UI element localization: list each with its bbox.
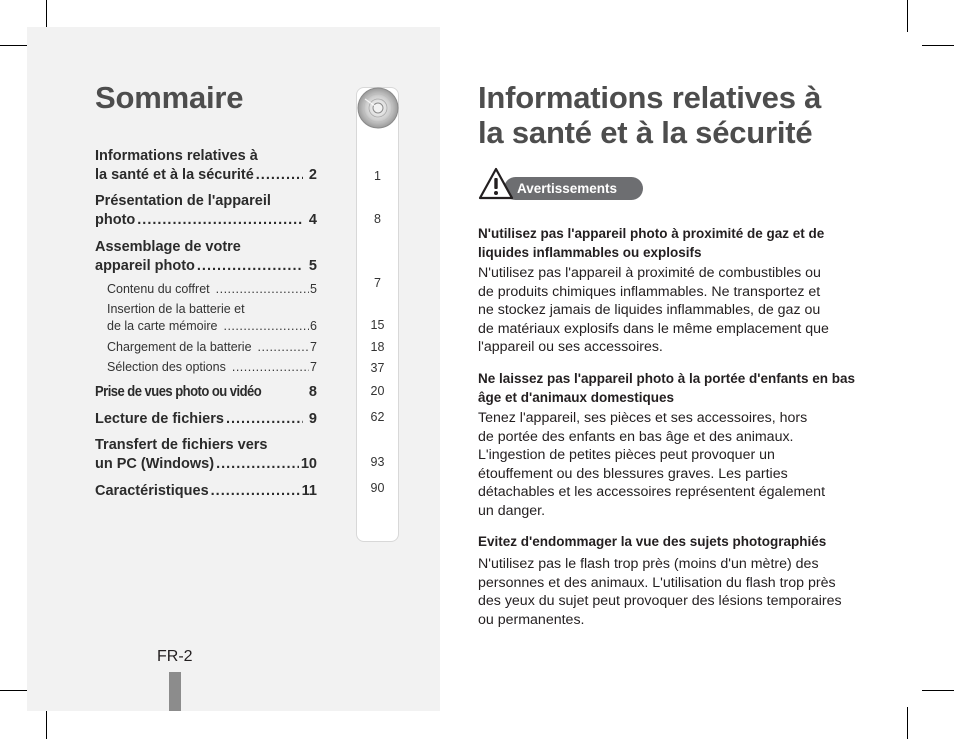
toc-page-number: 7 xyxy=(310,340,317,354)
toc-entry-title: la santé et à la sécurité xyxy=(95,167,254,183)
reference-column xyxy=(356,87,399,542)
toc-subentry[interactable] xyxy=(107,301,317,335)
toc-page-number: 8 xyxy=(308,384,317,400)
toc-entry[interactable] xyxy=(95,482,317,501)
cd-disc-icon xyxy=(357,87,399,129)
section-body: N'utilisez pas le flash trop près (moins d'un mètre) des personnes et des animaux. L'utilisation du flash trop près des yeux du sujet peut provoquer des lésions temporaires ou permanentes. xyxy=(478,556,842,628)
page-title: Sommaire xyxy=(95,80,244,115)
section-body: N'utilisez pas l'appareil à proximité de combustibles ou de produits chimiques inflammables. Ne transportez et ne stockez jamais de liquides inflammables, de gaz ou de matériaux explosifs dans le même emplacement que l'appareil ou ses accessoires. xyxy=(478,265,829,355)
toc-page-number: 2 xyxy=(308,167,317,183)
section-body: Tenez l'appareil, ses pièces et ses accessoires, hors de portée des enfants en bas âge et des animaux. L'ingestion de petites pièces peut provoquer un étouffement ou des blessures graves. Les parties détachables et les accessoires représentent également un danger. xyxy=(478,410,826,519)
toc-entry[interactable] xyxy=(95,383,317,402)
reference-number: 20 xyxy=(370,384,385,398)
toc-entry-title: Présentation de l'appareil xyxy=(95,193,271,209)
page-tab-marker xyxy=(169,672,181,711)
toc-subentry[interactable] xyxy=(107,339,317,356)
toc-entry-title: Transfert de fichiers vers xyxy=(95,437,268,453)
toc-page-number: 5 xyxy=(310,282,317,296)
reference-number: 1 xyxy=(374,169,381,183)
toc-entry[interactable] xyxy=(95,192,317,230)
section-heading: Evitez d'endommager la vue des sujets photographiés xyxy=(478,534,827,549)
section-heading: N'utilisez pas l'appareil photo à proximité de gaz et de liquides inflammables ou explosifs xyxy=(478,226,825,260)
toc-entry-title: Informations relatives à xyxy=(95,148,258,164)
toc-subentry-title: Contenu du coffret xyxy=(107,282,210,296)
toc-entry[interactable] xyxy=(95,147,317,185)
section-heading: Ne laissez pas l'appareil photo à la portée d'enfants en bas âge et d'animaux domestiques xyxy=(478,371,856,405)
toc-page-number: 9 xyxy=(308,411,317,427)
toc-entry[interactable] xyxy=(95,238,317,276)
toc-entry-title: Prise de vues photo ou vidéo xyxy=(95,384,262,400)
toc-entry-title: Caractéristiques xyxy=(95,483,209,499)
crop-mark xyxy=(922,45,954,46)
toc-entry-title: un PC (Windows) xyxy=(95,456,215,472)
toc-page-number: 11 xyxy=(301,483,317,499)
reference-number: 90 xyxy=(370,481,385,495)
toc-entry-title: photo xyxy=(95,212,136,228)
reference-number: 37 xyxy=(370,361,385,375)
page-number: FR-2 xyxy=(157,648,193,665)
crop-mark xyxy=(922,690,954,691)
crop-mark xyxy=(907,707,908,739)
toc-subentry-title: Chargement de la batterie xyxy=(107,340,252,354)
toc-subentry[interactable] xyxy=(107,281,317,298)
reference-number: 93 xyxy=(370,455,385,469)
reference-number: 7 xyxy=(374,276,381,290)
toc-subentry-title: de la carte mémoire xyxy=(107,319,218,333)
reference-number: 8 xyxy=(374,212,381,226)
warning-label-text: Avertissements xyxy=(517,181,618,196)
section-title xyxy=(478,80,858,150)
warning-label xyxy=(504,177,643,200)
toc-entry-title: appareil photo xyxy=(95,258,195,274)
toc-page-number: 5 xyxy=(308,258,317,274)
section-title-line: la santé et à la sécurité xyxy=(478,115,813,150)
reference-number: 62 xyxy=(370,410,385,424)
toc-page-number: 7 xyxy=(310,360,317,374)
crop-mark xyxy=(907,0,908,32)
reference-number: 15 xyxy=(370,318,385,332)
toc-entry-title: Lecture de fichiers xyxy=(95,411,224,427)
section-title-line: Informations relatives à xyxy=(478,80,822,115)
warning-triangle-icon xyxy=(478,167,514,200)
toc-page-number: 4 xyxy=(308,212,317,228)
toc-page-number: 10 xyxy=(300,456,317,472)
toc-subentry-title: Insertion de la batterie et xyxy=(107,302,245,316)
toc-page-number: 6 xyxy=(310,319,317,333)
toc-subentry-title: Sélection des options xyxy=(107,360,226,374)
toc-entry[interactable] xyxy=(95,410,317,429)
toc-entry[interactable] xyxy=(95,436,317,474)
reference-number: 18 xyxy=(370,340,385,354)
toc-entry-title: Assemblage de votre xyxy=(95,239,241,255)
crop-mark xyxy=(46,707,47,739)
toc-subentry[interactable] xyxy=(107,359,317,376)
